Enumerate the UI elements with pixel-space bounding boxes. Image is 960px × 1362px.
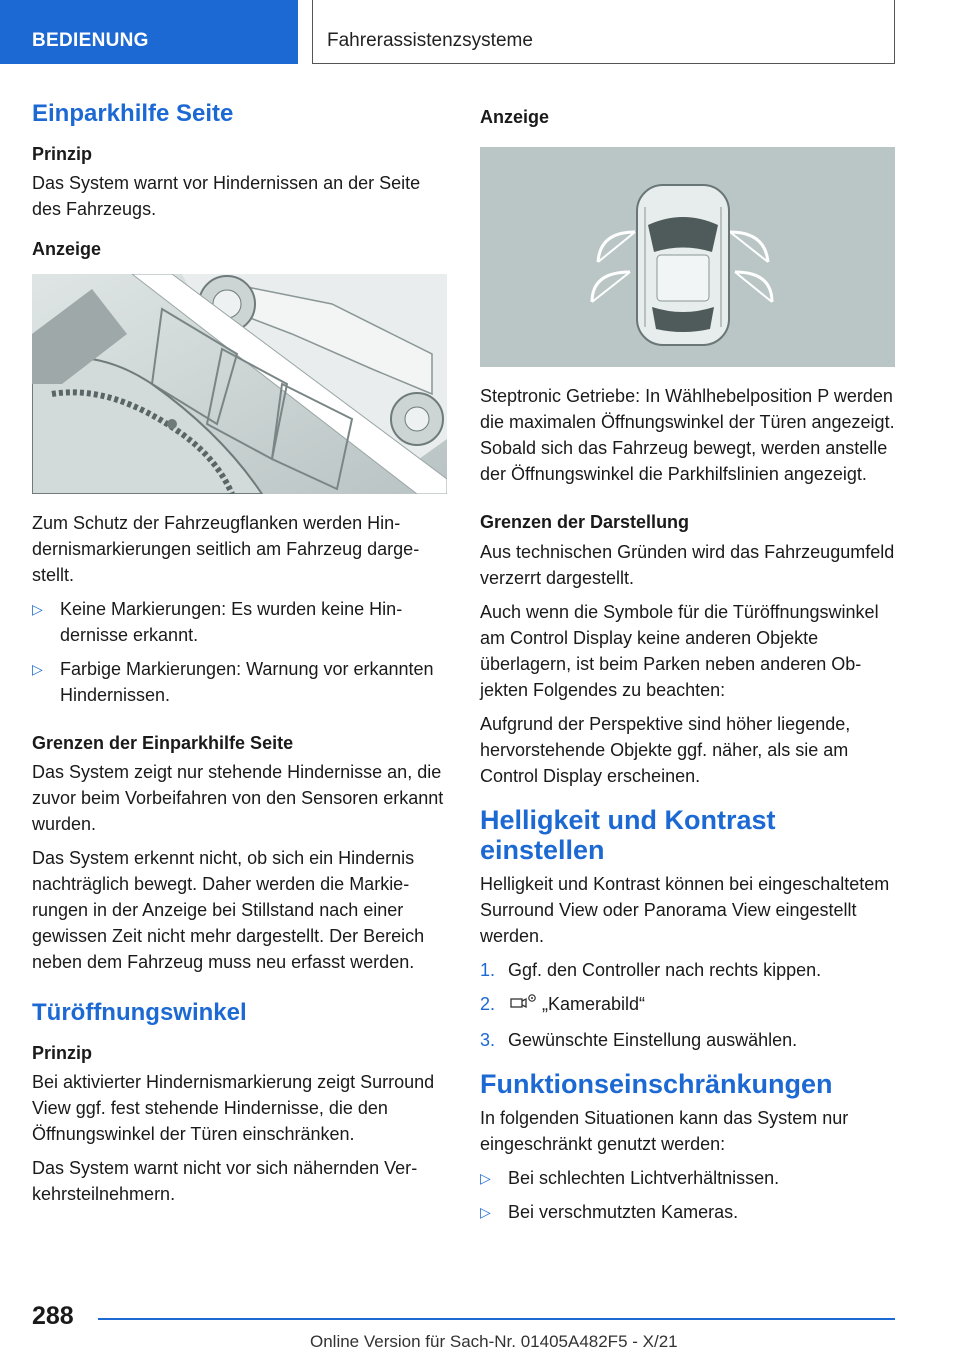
section-title-helligkeit: Helligkeit und Kontrast einstellen (480, 804, 776, 866)
footer-text: Online Version für Sach-Nr. 01405A482F5 - X/21 (310, 1332, 678, 1351)
paragraph-darstellung-2: Auch wenn die Symbole für die Türöffnungswinkel am Control Display keine anderen Objekte überlagern, ist beim Parken neben anderen Objekten Folgendes zu beachten: (480, 601, 879, 700)
list-item: 1. Ggf. den Controller nach rechts kippen. (480, 960, 822, 981)
door-angle-illustration (480, 147, 895, 367)
header-section-label: BEDIENUNG (32, 30, 149, 51)
paragraph-tuer-1: Bei aktivierter Hindernismarkierung zeigt Surround View ggf. fest stehende Hindernisse, die den Öffnungswinkel der Türen einschränken. (32, 1072, 435, 1145)
subheading-tuer-prinzip: Prinzip (32, 1042, 93, 1063)
subheading-grenzen-einparkhilfe: Grenzen der Einparkhilfe Seite (32, 732, 294, 753)
triangle-bullet-icon: ▷ (480, 1204, 491, 1221)
right-column (480, 100, 895, 1233)
header-chapter-label: Fahrerassistenzsysteme (327, 30, 533, 51)
subheading-prinzip: Prinzip (32, 143, 93, 164)
list-item: 2. „Kamerabild“ (480, 991, 895, 1019)
list-item: ▷ Keine Markierungen: Es wurden keine Hindernisse erkannt. (32, 596, 447, 648)
header-section-tab (0, 0, 298, 64)
section-title-funktionseinschraenkungen: Funktionseinschränkungen (480, 1069, 833, 1099)
subheading-anzeige-right: Anzeige (480, 107, 550, 127)
list-item: ▷ Bei verschmutzten Kameras. (480, 1199, 895, 1225)
limitations-list (480, 1165, 895, 1225)
paragraph-funktion: In folgenden Situationen kann das System nur eingeschränkt genutzt werden: (480, 1108, 849, 1155)
triangle-bullet-icon: ▷ (32, 600, 43, 617)
paragraph-darstellung-1: Aus technischen Gründen wird das Fahrzeugumfeld verzerrt dargestellt. (480, 541, 895, 588)
section-title-tueroeffnungswinkel: Türöffnungswinkel (32, 998, 247, 1026)
paragraph-grenzen-1: Das System zeigt nur stehende Hindernisse an, die zuvor beim Vorbeifahren von den Sensoren erkannt wurden. (32, 761, 444, 834)
triangle-bullet-icon: ▷ (480, 1170, 491, 1187)
paragraph-helligkeit: Helligkeit und Kontrast können bei eingeschaltetem Surround View oder Panorama View eingestellt werden. (480, 874, 890, 947)
camera-settings-icon (508, 992, 542, 1019)
subheading-anzeige: Anzeige (32, 239, 102, 260)
list-item: 3. Gewünschte Einstellung auswählen. (480, 1030, 798, 1050)
footer-divider (98, 1318, 895, 1320)
subheading-grenzen-darstellung: Grenzen der Darstellung (480, 512, 690, 533)
paragraph-anzeige: Zum Schutz der Fahrzeugflanken werden Hindernismarkierungen seitlich am Fahrzeug dargestellt. (32, 512, 420, 585)
markings-list (32, 596, 447, 708)
triangle-bullet-icon: ▷ (32, 660, 43, 677)
paragraph-grenzen-2: Das System erkennt nicht, ob sich ein Hindernis nachträglich bewegt. Daher werden die Markierungen in der Anzeige bei Stillstand nach einer gewissen Zeit nicht mehr dargestellt. Der Bereich neben dem Fahrzeug muss neu erfasst werden. (32, 847, 425, 972)
paragraph-tuer-2: Das System warnt nicht vor sich nähernden Verkehrsteilnehmern. (32, 1158, 418, 1205)
list-item: ▷ Farbige Markierungen: Warnung vor erkannten Hindernissen. (32, 656, 447, 708)
header-chapter-box (312, 0, 895, 64)
paragraph-steptronic: Steptronic Getriebe: In Wählhebelposition P werden die maximalen Öffnungswinkel der Türen angezeigt. Sobald sich das Fahrzeug bewegt, werden anstelle der Öffnungswinkel die Parkhilfslinien angezeigt. (480, 386, 895, 485)
steps-list (480, 957, 895, 1053)
section-title-einparkhilfe: Einparkhilfe Seite (32, 100, 234, 127)
left-column (32, 100, 447, 1215)
parking-side-illustration (32, 274, 447, 494)
list-item: ▷ Bei schlechten Lichtverhältnissen. (480, 1165, 895, 1191)
paragraph-prinzip: Das System warnt vor Hindernissen an der Seite des Fahrzeugs. (32, 173, 421, 220)
page-number: 288 (32, 1302, 74, 1330)
paragraph-darstellung-3: Aufgrund der Perspektive sind höher liegende, hervorstehende Objekte ggf. näher, als sie am Control Display erscheinen. (480, 713, 851, 786)
